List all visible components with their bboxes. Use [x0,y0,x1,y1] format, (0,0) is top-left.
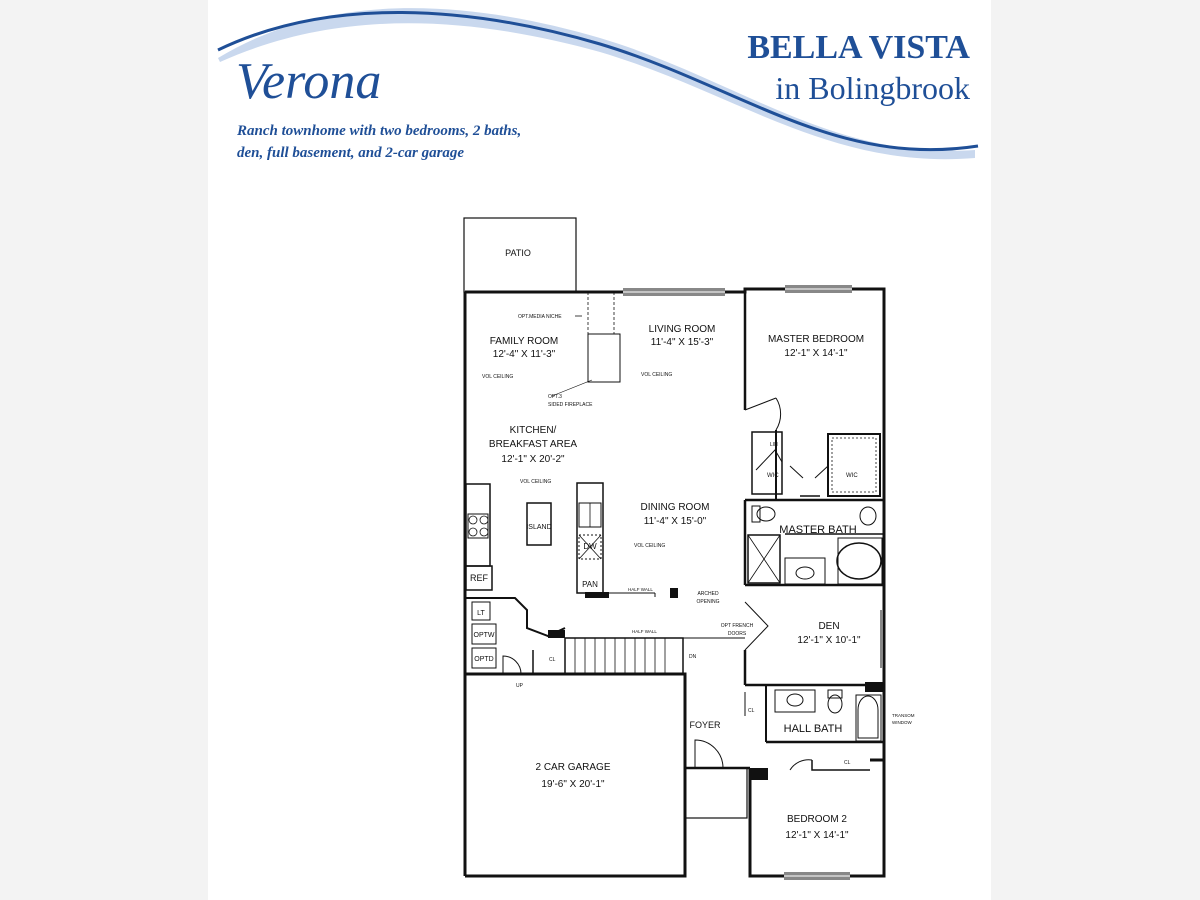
note-fireplace-line1: OPT.3 [548,394,562,400]
note-vol-ceiling-dining: VOL CEILING [634,543,666,549]
note-vol-ceiling-kitchen: VOL CEILING [520,479,552,485]
kitchen-dims: 12'-1" X 20'-2" [501,454,565,465]
hall-bath-label: HALL BATH [783,723,843,735]
living-room-label: LIVING ROOM [648,324,716,335]
transom-line1: TRANSOM [892,713,915,718]
family-room-label: FAMILY ROOM [489,336,559,347]
den-label: DEN [818,621,840,632]
dn-label: DN [689,654,697,660]
arched-line1: ARCHED [697,591,719,597]
ref-label: REF [470,573,488,583]
french-doors-line2: DOORS [727,631,747,637]
french-doors-line1: OPT FRENCH [720,623,754,629]
lin-label: LIN [770,442,778,448]
patio-label: PATIO [505,248,531,258]
cl-label-mud: CL [549,657,556,663]
foyer-label: FOYER [689,720,721,730]
bedroom2-label: BEDROOM 2 [786,814,848,825]
tagline-line2: den, full basement, and 2-car garage [237,145,465,161]
family-room-dims: 12'-4" X 11'-3" [492,349,556,360]
lt-label: LT [477,610,485,617]
note-vol-ceiling-living: VOL CEILING [641,372,673,378]
wic-label-left: WIC [767,473,779,479]
wic-label-right: WIC [846,473,858,479]
half-wall-stairs: HALF WALL [632,629,657,634]
kitchen-label-line1: KITCHEN/ [509,425,557,436]
cl-label-hall: CL [748,708,755,714]
transom-line2: WINDOW [892,720,912,725]
tagline-line1: Ranch townhome with two bedrooms, 2 baths, [237,123,522,139]
cl-label-bedroom2: CL [844,760,851,766]
note-fireplace-line2: SIDED FIREPLACE [548,402,593,408]
kitchen-label-line2: BREAKFAST AREA [488,439,578,450]
brand-line1: BELLA VISTA [747,29,970,66]
master-bedroom-label: MASTER BEDROOM [767,334,865,345]
garage-dims: 19'-6" X 20'-1" [541,779,605,790]
pan-label: PAN [582,580,598,589]
garage-label: 2 CAR GARAGE [535,762,611,773]
up-label: UP [516,683,523,689]
dining-room-label: DINING ROOM [640,502,710,513]
den-dims: 12'-1" X 10'-1" [797,635,861,646]
optd-label: OPTD [474,656,494,663]
bedroom2-dims: 12'-1" X 14'-1" [785,830,849,841]
note-vol-ceiling-family: VOL CEILING [482,374,514,380]
plan-name: Verona [236,53,382,110]
arched-line2: OPENING [696,599,720,605]
dw-label: DW [583,542,597,551]
optw-label: OPTW [473,632,495,639]
brand-line2: in Bolingbrook [775,70,970,106]
half-wall-kitchen: HALF WALL [628,587,653,592]
master-bath-label: MASTER BATH [779,524,857,536]
living-room-dims: 11'-4" X 15'-3" [650,337,714,348]
dining-room-dims: 11'-4" X 15'-0" [643,516,707,527]
note-media-niche: OPT.MEDIA NICHE [518,314,562,320]
master-bedroom-dims: 12'-1" X 14'-1" [784,348,848,359]
island-label: ISLAND [526,524,552,531]
